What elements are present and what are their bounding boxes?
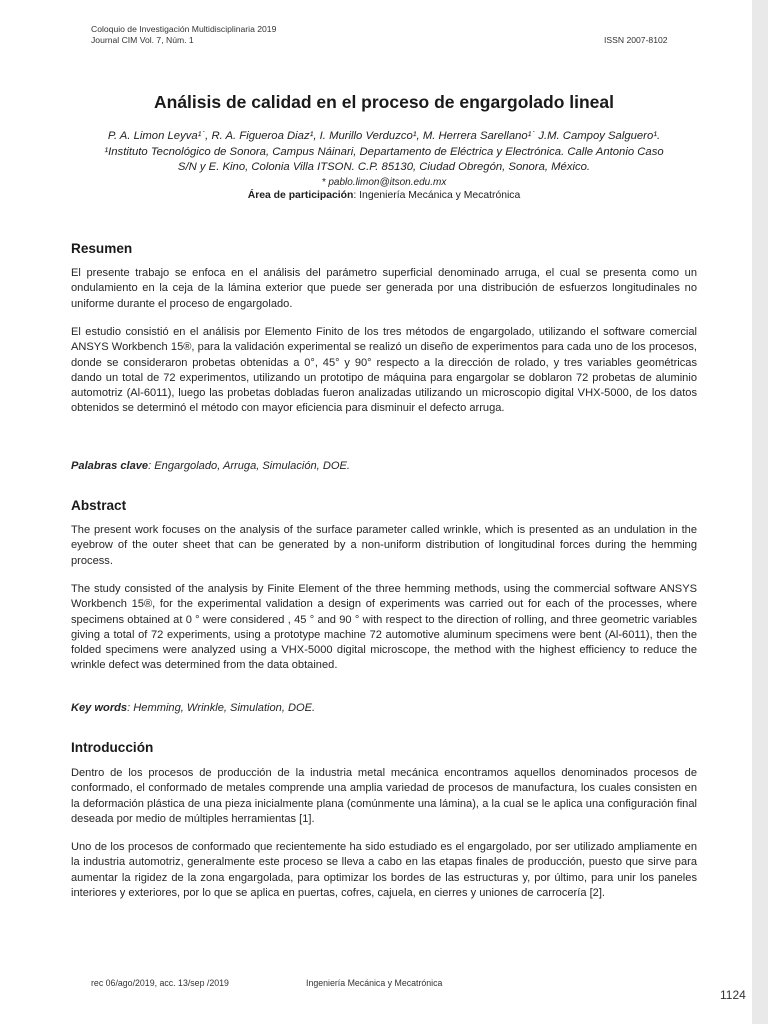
section-heading-resumen: Resumen: [71, 241, 133, 256]
area-value: : Ingeniería Mecánica y Mecatrónica: [353, 190, 521, 201]
issn: ISSN 2007-8102: [604, 35, 668, 45]
area-label: Área de participación: [247, 190, 354, 201]
palabras-clave-label: Palabras clave: [71, 460, 149, 472]
section-heading-abstract: Abstract: [71, 498, 127, 513]
footer-dates: rec 06/ago/2019, acc. 13/sep /2019: [91, 978, 229, 988]
palabras-clave: [71, 460, 350, 472]
corresponding-email: * pablo.limon@itson.edu.mx: [321, 176, 447, 188]
introduccion-paragraph-2: Uno de los procesos de conformado que recientemente ha sido estudiado es el engargolado, por ser utilizado ampliamente en la industria automotriz, generalmente este proceso se lleva a cabo en las etapas finales de producción, puesto que sirve para aumentar la rigidez de la zona engargolada, para optimizar los bordes de las estructuras y, por último, para unir los paneles interiores y exteriores, por lo que se aplica en puertas, cofres, cajuela, en cierres y uniones de carrocería [2].: [71, 841, 697, 899]
palabras-clave-value: : Engargolado, Arruga, Simulación, DOE.: [148, 460, 350, 472]
author-list: P. A. Limon Leyva¹˙, R. A. Figueroa Diaz¹, I. Murillo Verduzco¹, M. Herrera Sarellano¹˙ J.M. Campoy Salguero¹.: [107, 130, 661, 142]
key-words-value: : Hemming, Wrinkle, Simulation, DOE.: [127, 702, 316, 714]
introduccion-paragraph-1: Dentro de los procesos de producción de la industria metal mecánica encontramos aquellos denominados procesos de conformado, el conformado de metales comprende una amplia variedad de procesos de manufactura, los cuales consisten en la deformación plástica de una pieza inicialmente plana (comúnmente una lámina), a la cual se le aplica una configuración final deseada por medio de múltiples herramientas [1].: [71, 767, 697, 825]
participation-area: [70, 190, 698, 201]
journal-header: [91, 24, 276, 46]
affiliation-address: S/N y E. Kino, Colonia Villa ITSON. C.P. 85130, Ciudad Obregón, Sonora, México.: [177, 161, 591, 173]
journal-volume: Journal CIM Vol. 7, Núm. 1: [91, 35, 194, 45]
abstract-paragraph-2: The study consisted of the analysis by Finite Element of the three hemming methods, using the commercial software ANSYS Workbench 15®, for the experimental validation a design of experiments was carried out for each of the processes, where specimens obtained at 0 ° were considered , 45 ° and 90 ° with respect to the direction of rolling, and three geometric variables giving a total of 72 experiments, using a prototype machine 72 automotive aluminum specimens were bent (Al-6011), then the folded specimens were analyzed using a VHX-5000 digital microscope, the method with the highest efficiency to reduce the wrinkle defect was determined from the data obtained.: [71, 583, 697, 672]
footer-area: Ingeniería Mecánica y Mecatrónica: [306, 978, 443, 988]
section-heading-introduccion: Introducción: [71, 740, 154, 755]
page-number: 1124: [720, 988, 746, 1002]
affiliation: ¹Instituto Tecnológico de Sonora, Campus Náinari, Departamento de Eléctrica y Electrónica. Calle Antonio Caso: [104, 145, 664, 158]
abstract-paragraph-1: The present work focuses on the analysis of the surface parameter called wrinkle, which is presented as an undulation in the eyebrow of the outer sheet that can be generated by a non-uniform distribution of longitudinal forces during the hemming process.: [71, 524, 697, 567]
key-words-label: Key words: [71, 702, 128, 714]
conference-name: Coloquio de Investigación Multidisciplinaria 2019: [91, 24, 277, 34]
author-block: [70, 129, 698, 190]
resumen-paragraph-2: El estudio consistió en el análisis por Elemento Finito de los tres métodos de engargolado, utilizando el software comercial ANSYS Workbench 15®, para la validación experimental se realizó un diseño de experimentos para cada uno de los procesos, donde se consideraron probetas obtenidas a 0°, 45° y 90° respecto a la dirección de rolado, y tres variables geométricas dando un total de 72 experimentos, utilizando un prototipo de máquina para engargolar se doblaron 72 probetas de aluminio automotriz (Al-6011), luego las probetas dobladas fueron analizadas utilizando un microscopio digital VHX-5000, de los datos obtenidos se determinó el método con mayor eficiencia para disminuir el defecto arruga.: [71, 326, 697, 415]
resumen-paragraph-1: El presente trabajo se enfoca en el análisis del parámetro superficial denominado arruga, el cual se presenta como un ondulamiento en la ceja de la lámina exterior que puede ser generada por una distribución de esfuerzos longitudinales no uniforme durante el proceso de engargolado.: [71, 267, 697, 310]
key-words: [71, 702, 315, 714]
paper-title: Análisis de calidad en el proceso de engargolado lineal: [154, 92, 614, 112]
